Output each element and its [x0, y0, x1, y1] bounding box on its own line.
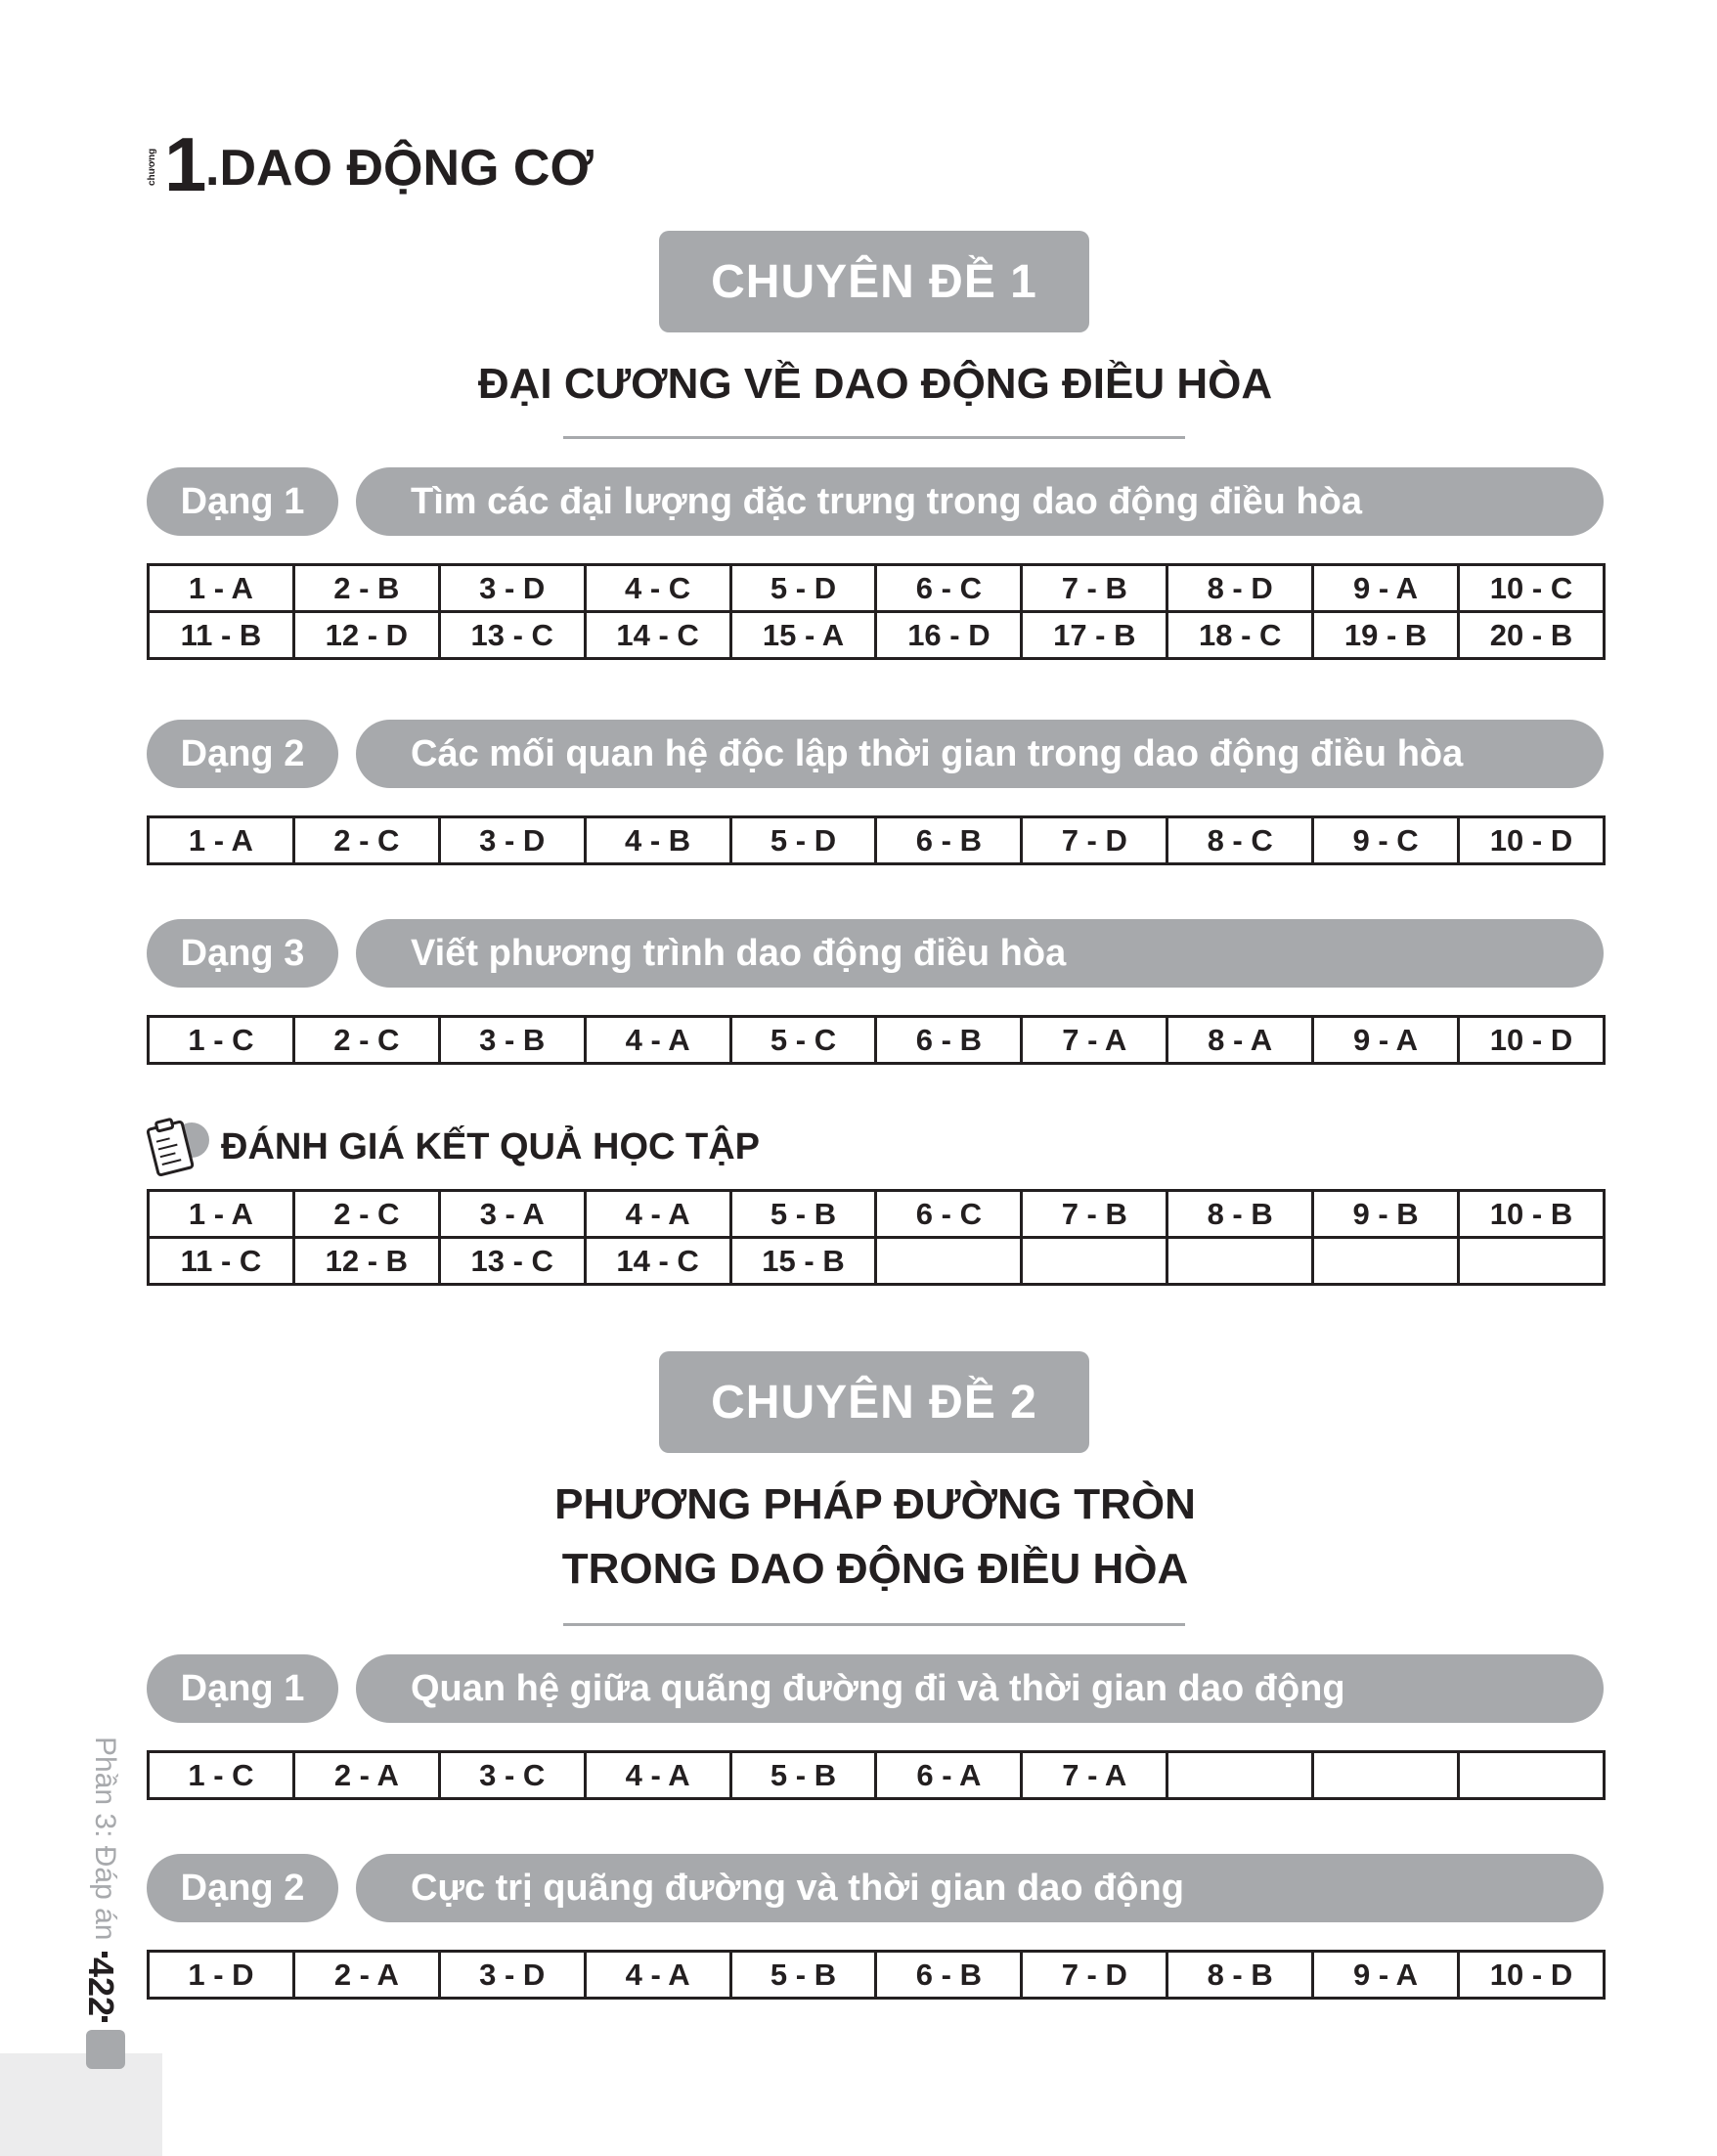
answer-cell: 4 - B	[585, 817, 730, 864]
answer-cell: 8 - C	[1167, 817, 1313, 864]
answer-cell	[1167, 1752, 1313, 1799]
answer-cell: 14 - C	[585, 612, 730, 659]
answer-cell	[1022, 1238, 1167, 1285]
answer-cell: 18 - C	[1167, 612, 1313, 659]
answer-cell: 5 - B	[730, 1752, 876, 1799]
answer-cell: 12 - B	[293, 1238, 439, 1285]
answer-cell: 12 - D	[293, 612, 439, 659]
answer-cell	[876, 1238, 1022, 1285]
answer-cell: 4 - A	[585, 1191, 730, 1238]
answer-cell: 3 - C	[439, 1752, 585, 1799]
answer-cell: 4 - A	[585, 1752, 730, 1799]
page-dot-bottom	[102, 2016, 108, 2022]
answer-cell	[1313, 1238, 1459, 1285]
section-label: Phần 3: Đáp án	[89, 1737, 121, 1941]
answer-cell: 3 - B	[439, 1017, 585, 1064]
answer-cell: 13 - C	[439, 612, 585, 659]
topic-1-dang-1-title: Tìm các đại lượng đặc trưng trong dao động điều hòa	[356, 467, 1604, 536]
answer-cell: 5 - B	[730, 1191, 876, 1238]
answer-cell: 4 - A	[585, 1952, 730, 1999]
answer-cell: 14 - C	[585, 1238, 730, 1285]
answer-cell: 10 - D	[1459, 1017, 1605, 1064]
chapter-title: .DAO ĐỘNG CƠ	[205, 140, 594, 197]
topic-2-label: CHUYÊN ĐỀ 2	[659, 1351, 1089, 1453]
answer-cell: 13 - C	[439, 1238, 585, 1285]
answer-cell: 7 - A	[1022, 1752, 1167, 1799]
answer-cell: 5 - D	[730, 817, 876, 864]
table-row	[149, 1238, 1605, 1285]
answer-cell: 7 - B	[1022, 565, 1167, 612]
answer-cell: 7 - A	[1022, 1017, 1167, 1064]
answer-cell: 19 - B	[1313, 612, 1459, 659]
answer-cell: 3 - A	[439, 1191, 585, 1238]
answer-cell: 1 - A	[149, 817, 294, 864]
answer-cell: 7 - B	[1022, 1191, 1167, 1238]
answer-table	[147, 1015, 1606, 1065]
answer-cell: 7 - D	[1022, 1952, 1167, 1999]
answer-table	[147, 815, 1606, 865]
answer-cell: 6 - C	[876, 1191, 1022, 1238]
chapter-small-label: chương	[147, 148, 157, 186]
answer-cell: 2 - C	[293, 1191, 439, 1238]
table-row	[149, 1952, 1605, 1999]
answer-cell: 4 - A	[585, 1017, 730, 1064]
answer-cell	[1167, 1238, 1313, 1285]
answer-cell: 10 - C	[1459, 565, 1605, 612]
evaluation-title: ĐÁNH GIÁ KẾT QUẢ HỌC TẬP	[221, 1126, 760, 1167]
answer-cell: 8 - D	[1167, 565, 1313, 612]
page-marker	[86, 2030, 125, 2069]
topic-2-dang-2-title: Cực trị quãng đường và thời gian dao động	[356, 1854, 1604, 1922]
answer-cell: 1 - D	[149, 1952, 294, 1999]
answer-cell: 11 - B	[149, 612, 294, 659]
answer-cell: 6 - B	[876, 817, 1022, 864]
answer-cell: 6 - B	[876, 1952, 1022, 1999]
answer-table	[147, 563, 1606, 660]
corner-block	[0, 2053, 162, 2156]
answer-cell: 2 - B	[293, 565, 439, 612]
answer-cell: 11 - C	[149, 1238, 294, 1285]
answer-cell: 9 - A	[1313, 1952, 1459, 1999]
answer-cell: 5 - C	[730, 1017, 876, 1064]
answer-cell: 20 - B	[1459, 612, 1605, 659]
topic-1-dang-2-tag: Dạng 2	[147, 720, 338, 788]
topic-1-divider	[563, 436, 1185, 439]
answer-table	[147, 1750, 1606, 1800]
answer-cell	[1313, 1752, 1459, 1799]
topic-2-divider	[563, 1623, 1185, 1626]
answer-cell: 8 - B	[1167, 1952, 1313, 1999]
topic-2-title-line-1: PHƯƠNG PHÁP ĐƯỜNG TRÒN	[554, 1480, 1196, 1528]
answer-cell: 10 - D	[1459, 1952, 1605, 1999]
answer-cell: 8 - B	[1167, 1191, 1313, 1238]
table-row	[149, 1017, 1605, 1064]
answer-cell: 15 - B	[730, 1238, 876, 1285]
answer-cell: 4 - C	[585, 565, 730, 612]
topic-2-dang-1-tag: Dạng 1	[147, 1654, 338, 1723]
answer-cell: 7 - D	[1022, 817, 1167, 864]
topic-1-dang-3-tag: Dạng 3	[147, 919, 338, 988]
answer-cell: 1 - A	[149, 1191, 294, 1238]
table-row	[149, 1191, 1605, 1238]
answer-cell: 1 - C	[149, 1752, 294, 1799]
answer-cell: 10 - B	[1459, 1191, 1605, 1238]
topic-1-title: ĐẠI CƯƠNG VỀ DAO ĐỘNG ĐIỀU HÒA	[477, 360, 1273, 408]
answer-cell	[1459, 1752, 1605, 1799]
answer-cell: 6 - A	[876, 1752, 1022, 1799]
table-row	[149, 1752, 1605, 1799]
answer-cell: 6 - B	[876, 1017, 1022, 1064]
answer-cell: 9 - A	[1313, 1017, 1459, 1064]
table-row	[149, 817, 1605, 864]
answer-cell: 5 - D	[730, 565, 876, 612]
page-number: 422	[81, 1958, 121, 2017]
topic-2-dang-2-tag: Dạng 2	[147, 1854, 338, 1922]
topic-1-dang-2-title: Các mối quan hệ độc lập thời gian trong dao động điều hòa	[356, 720, 1604, 788]
answer-table	[147, 1189, 1606, 1286]
answer-cell: 2 - A	[293, 1752, 439, 1799]
clipboard-icon	[143, 1115, 217, 1179]
answer-cell: 10 - D	[1459, 817, 1605, 864]
answer-cell: 3 - D	[439, 565, 585, 612]
topic-1-label: CHUYÊN ĐỀ 1	[659, 231, 1089, 332]
answer-cell: 3 - D	[439, 817, 585, 864]
answer-cell: 16 - D	[876, 612, 1022, 659]
chapter-number: 1	[164, 121, 205, 207]
answer-table	[147, 1950, 1606, 2000]
topic-2-dang-1-title: Quan hệ giữa quãng đường đi và thời gian dao động	[356, 1654, 1604, 1723]
topic-2-title-line-2: TRONG DAO ĐỘNG ĐIỀU HÒA	[561, 1545, 1189, 1593]
table-row	[149, 565, 1605, 612]
answer-cell: 9 - A	[1313, 565, 1459, 612]
answer-cell: 2 - C	[293, 1017, 439, 1064]
answer-cell: 17 - B	[1022, 612, 1167, 659]
answer-cell: 1 - A	[149, 565, 294, 612]
answer-cell: 2 - A	[293, 1952, 439, 1999]
answer-cell	[1459, 1238, 1605, 1285]
answer-cell: 9 - C	[1313, 817, 1459, 864]
answer-cell: 5 - B	[730, 1952, 876, 1999]
answer-cell: 3 - D	[439, 1952, 585, 1999]
answer-cell: 9 - B	[1313, 1191, 1459, 1238]
answer-cell: 1 - C	[149, 1017, 294, 1064]
answer-cell: 15 - A	[730, 612, 876, 659]
topic-1-dang-3-title: Viết phương trình dao động điều hòa	[356, 919, 1604, 988]
answer-cell: 8 - A	[1167, 1017, 1313, 1064]
answer-cell: 2 - C	[293, 817, 439, 864]
topic-1-dang-1-tag: Dạng 1	[147, 467, 338, 536]
table-row	[149, 612, 1605, 659]
answer-cell: 6 - C	[876, 565, 1022, 612]
